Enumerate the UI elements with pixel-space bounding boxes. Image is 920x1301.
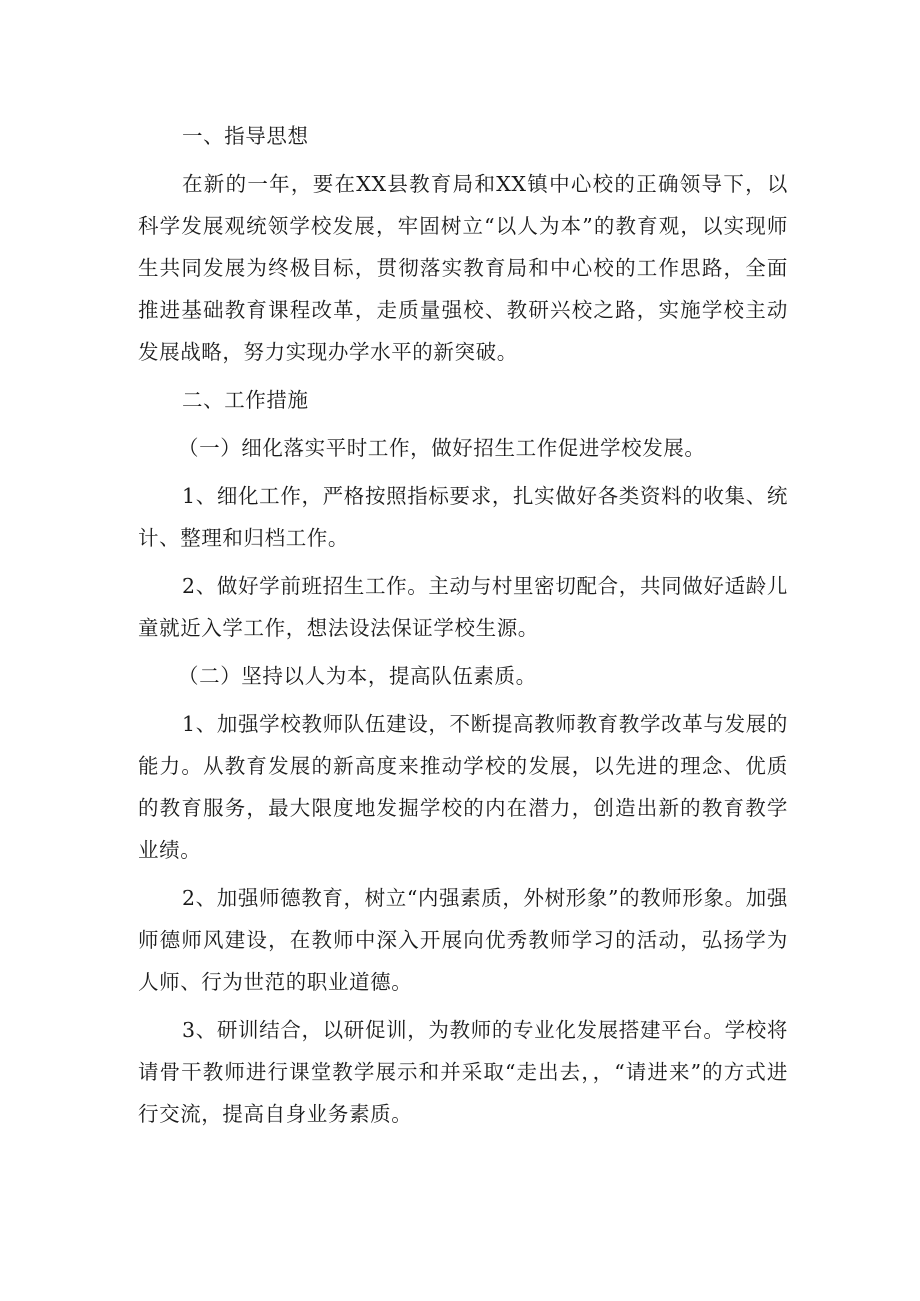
list-item: 2、加强师德教育，树立“内强素质，外树形象”的教师形象。加强师德师风建设，在教师中深入开展向优秀教师学习的活动，弘扬学为人师、行为世范的职业道德。 [138,886,788,994]
subsection-title-1: （一）细化落实平时工作，做好招生工作促进学校发展。 [178,436,706,460]
list-item: 2、做好学前班招生工作。主动与村里密切配合，共同做好适龄儿童就近入学工作，想法设法保证学校生源。 [138,574,788,640]
section-heading-guiding-thought: 一、指导思想 [182,124,309,148]
section-heading-work-measures: 二、工作措施 [182,388,309,412]
list-item: 1、加强学校教师队伍建设，不断提高教师教育教学改革与发展的能力。从教育发展的新高度来推动学校的发展，以先进的理念、优质的教育服务，最大限度地发掘学校的内在潜力，创造出新的教育教学业绩。 [138,712,788,862]
paragraph-guiding-thought: 在新的一年，要在XX县教育局和XX镇中心校的正确领导下，以科学发展观统领学校发展，牢固树立“以人为本”的教育观，以实现师生共同发展为终极目标，贯彻落实教育局和中心校的工作思路，全面推进基础教育课程改革，走质量强校、教研兴校之路，实施学校主动发展战略，努力实现办学水平的新突破。 [138,172,788,364]
document-body [138,115,788,1141]
list-item: 3、研训结合，以研促训，为教师的专业化发展搭建平台。学校将请骨干教师进行课堂教学展示和并采取“走出去，，“请进来”的方式进行交流，提高自身业务素质。 [138,1018,788,1126]
list-item: 1、细化工作，严格按照指标要求，扎实做好各类资料的收集、统计、整理和归档工作。 [138,484,788,550]
subsection-title-2: （二）坚持以人为本，提高队伍素质。 [178,664,537,688]
